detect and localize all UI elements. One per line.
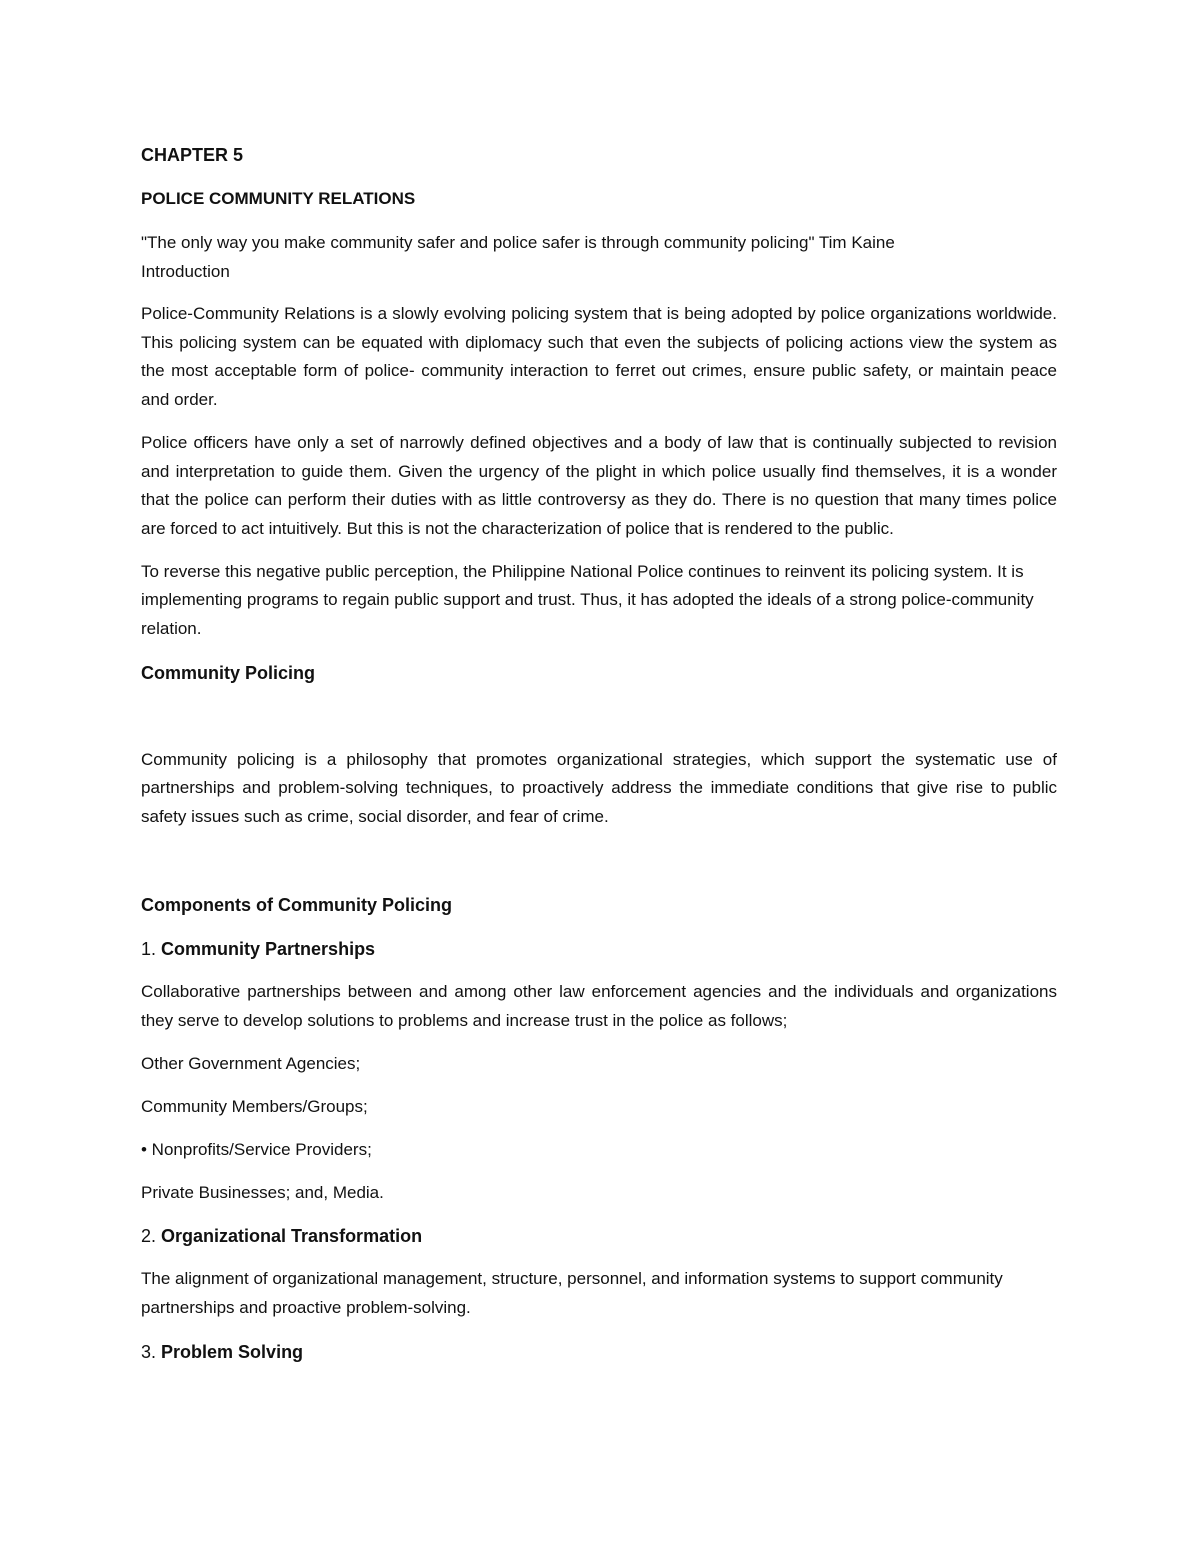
- component-body: The alignment of organizational management, structure, personnel, and information systems to support community partnerships and proactive problem-solving.: [141, 1269, 1003, 1317]
- document-title: POLICE COMMUNITY RELATIONS: [141, 189, 416, 208]
- component-number: 1.: [141, 938, 157, 959]
- section-heading-components: Components of Community Policing: [141, 894, 452, 915]
- list-item: Other Government Agencies;: [141, 1054, 361, 1074]
- paragraph: Police officers have only a set of narrowly defined objectives and a body of law that is continually subjected to revision and interpretation to guide them. Given the urgency of the plight in which police usually find themselves, it is a wonder that the police can perform their duties with as little controversy as they do. There is no question that many times police are forced to act intuitively. But this is not the characterization of police that is rendered to the public.: [141, 432, 1057, 538]
- list-item: • Nonprofits/Service Providers;: [141, 1140, 372, 1160]
- quote-text: "The only way you make community safer and police safer is through community policing" Tim Kaine: [141, 233, 895, 252]
- component-body: Collaborative partnerships between and among other law enforcement agencies and the individuals and organizations they serve to develop solutions to problems and increase trust in the police as follows;: [141, 981, 1057, 1030]
- chapter-label: CHAPTER 5: [141, 145, 244, 165]
- component-number: 3.: [141, 1341, 157, 1362]
- community-policing-definition: Community policing is a philosophy that promotes organizational strategies, which support the systematic use of partnerships and problem-solving techniques, to proactively address the immediate conditions that give rise to public safety issues such as crime, social disorder, and fear of crime.: [141, 749, 1057, 827]
- blank-space: [141, 702, 1057, 746]
- blank-space: [141, 846, 1057, 890]
- component-label: Organizational Transformation: [161, 1226, 423, 1247]
- component-heading-2: [141, 1221, 1057, 1251]
- introduction-label: Introduction: [141, 262, 230, 281]
- section-heading-community-policing: Community Policing: [141, 662, 316, 683]
- list-item: Private Businesses; and, Media.: [141, 1183, 384, 1203]
- paragraph: To reverse this negative public perception, the Philippine National Police continues to reinvent its policing system. It is implementing programs to regain public support and trust. Thus, it has adopted the ideals of a strong police-community relation.: [141, 561, 1034, 639]
- paragraph: Police-Community Relations is a slowly evolving policing system that is being adopted by police organizations worldwide. This policing system can be equated with diplomacy such that even the subjects of policing actions view the system as the most acceptable form of police- community interaction to ferret out crimes, ensure public safety, or maintain peace and order.: [141, 304, 1057, 410]
- component-label: Community Partnerships: [161, 938, 376, 959]
- component-number: 2.: [141, 1226, 157, 1247]
- document-page: [141, 140, 1057, 1381]
- list-item: Community Members/Groups;: [141, 1097, 368, 1117]
- epigraph-quote: [141, 228, 1057, 286]
- component-heading-1: [141, 934, 1057, 964]
- component-label: Problem Solving: [161, 1341, 304, 1362]
- component-heading-3: [141, 1337, 1057, 1367]
